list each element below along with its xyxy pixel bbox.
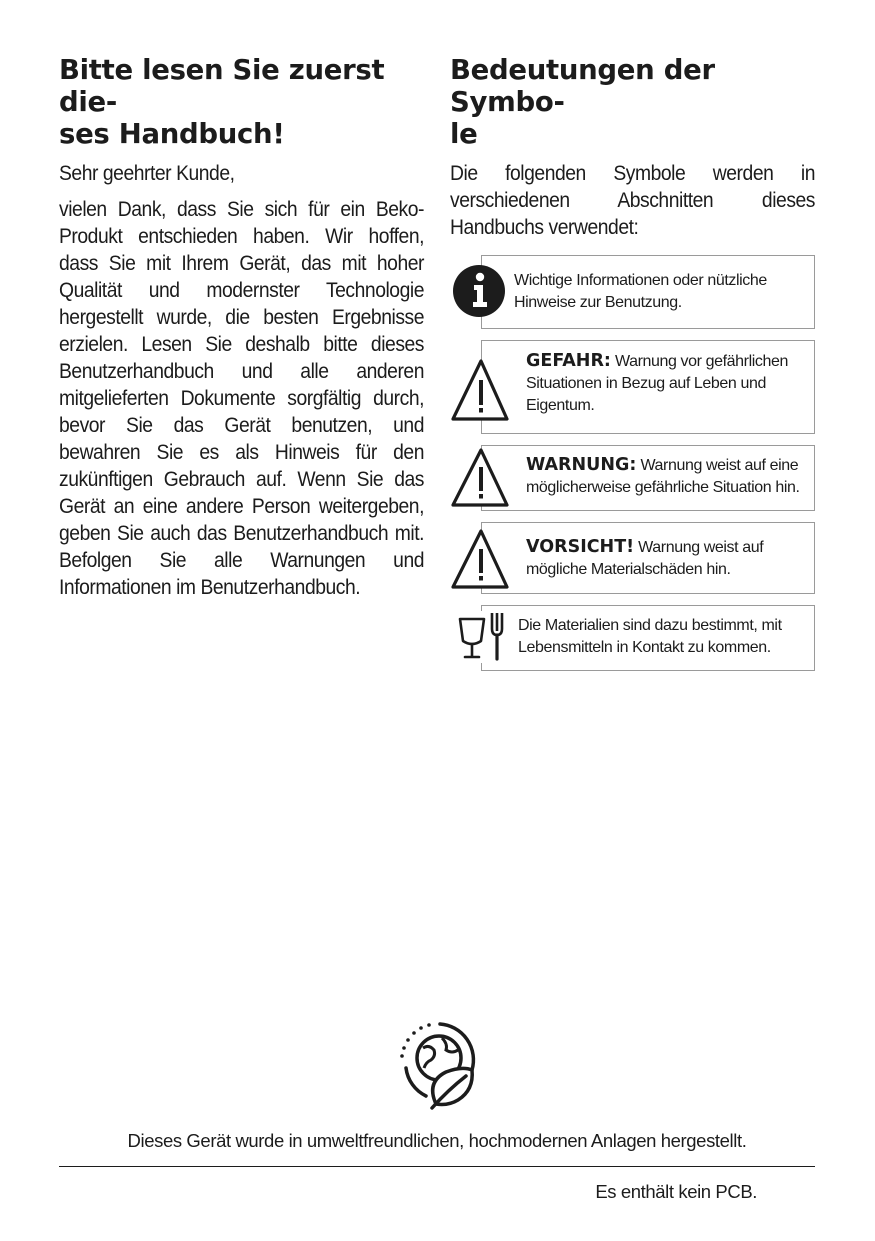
symbols-intro: Die folgenden Symbole werden in verschiedenen Abschnitten dieses Handbuchs verwendet: bbox=[450, 162, 816, 239]
symbol-text-warning bbox=[526, 454, 807, 499]
left-column bbox=[59, 54, 424, 601]
left-heading bbox=[59, 54, 424, 150]
right-heading bbox=[450, 54, 815, 150]
right-column bbox=[450, 54, 815, 682]
warning-label: WARNUNG: bbox=[526, 455, 637, 475]
danger-description: Warnung vor gefährlichen Situationen in Bezug auf Leben und Eigentum. bbox=[526, 353, 789, 414]
footer-divider bbox=[59, 1166, 815, 1167]
danger-warning-triangle-icon bbox=[450, 340, 512, 434]
symbol-row-info bbox=[450, 255, 815, 329]
warning-description: Warnung weist auf eine möglicherweise gefährliche Situation hin. bbox=[526, 457, 800, 496]
symbol-row-warning bbox=[450, 445, 815, 511]
left-heading-line2: ses Handbuch! bbox=[59, 118, 285, 150]
symbol-text-info: Wichtige Informationen oder nützliche Hinweise zur Benutzung. bbox=[514, 272, 767, 311]
symbol-text-danger bbox=[526, 350, 807, 417]
symbol-row-danger bbox=[450, 340, 815, 434]
info-icon bbox=[450, 255, 512, 329]
caution-triangle-icon bbox=[450, 522, 512, 594]
eco-caption: Dieses Gerät wurde in umweltfreundlichen, hochmodernen Anlagen hergestellt. bbox=[127, 1130, 747, 1151]
symbol-text-food-contact: Die Materialien sind dazu bestimmt, mit Lebensmitteln in Kontakt zu kommen. bbox=[518, 617, 782, 656]
right-heading-line2: le bbox=[450, 118, 478, 150]
food-contact-icon bbox=[450, 605, 512, 671]
right-heading-line1: Bedeutungen der Symbo- bbox=[450, 54, 715, 118]
greeting: Sehr geehrter Kunde, bbox=[59, 162, 235, 185]
warning-triangle-icon bbox=[450, 445, 512, 511]
symbol-row-food-contact bbox=[450, 605, 815, 671]
pcb-note: Es enthält kein PCB. bbox=[595, 1181, 757, 1202]
danger-label: GEFAHR: bbox=[526, 351, 611, 371]
eco-globe-leaf-icon bbox=[396, 1018, 480, 1110]
caution-label: VORSICHT! bbox=[526, 537, 635, 557]
left-heading-line1: Bitte lesen Sie zuerst die- bbox=[59, 54, 385, 118]
caution-description: Warnung weist auf mögliche Materialschäden hin. bbox=[526, 539, 764, 578]
symbol-row-caution bbox=[450, 522, 815, 594]
symbol-text-caution bbox=[526, 536, 807, 581]
intro-paragraph: vielen Dank, dass Sie sich für ein Beko-Produkt entschieden haben. Wir hoffen, dass Sie mit Ihrem Gerät, das mit hoher Qualität und modernster Technologie hergestellt wurde, die besten Ergebnisse erzielen. Lesen Sie deshalb bitte dieses Benutzerhandbuch und alle anderen mitgelieferten Dokumente sorgfältig durch, bevor Sie das Gerät benutzen, und bewahren Sie es als Hinweis für den zukünftigen Gebrauch auf. Wenn Sie das Gerät an eine andere Person weitergeben, geben Sie auch das Benutzerhandbuch mit. Befolgen Sie alle Warnungen und Informationen im Benutzerhandbuch. bbox=[59, 198, 425, 599]
